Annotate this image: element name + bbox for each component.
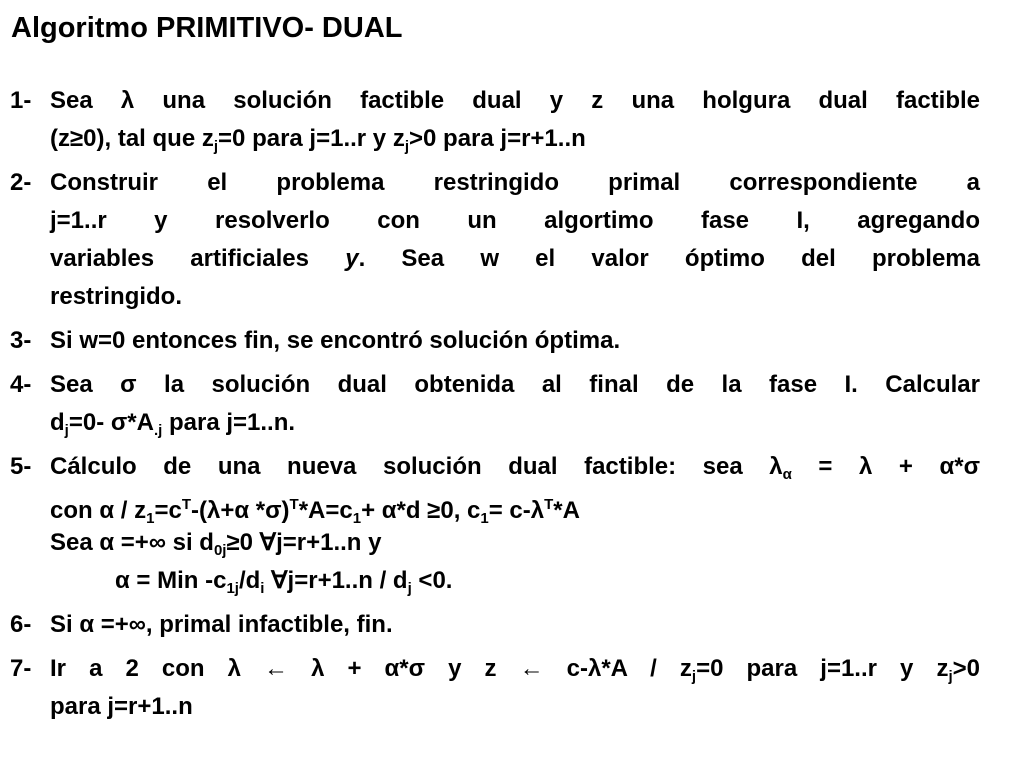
text-part: para j=1..n. [162, 409, 296, 436]
step-1 [10, 82, 980, 158]
text-part: /d [238, 567, 261, 594]
step-7-line-1 [50, 650, 980, 688]
subscript: 1j [226, 580, 239, 597]
text-part: -(λ+α *σ) [190, 497, 290, 524]
text-part: *A=c [298, 497, 353, 524]
subscript: .j [153, 422, 163, 439]
text-part: + α*d ≥0, c [361, 497, 481, 524]
step-number: 1- [10, 87, 32, 114]
text-part: = λ + α*σ [791, 453, 981, 480]
subscript: 0j [213, 542, 227, 559]
text-part: =0- σ*A [68, 409, 154, 436]
text-part: Cálculo de una nueva solución dual factible: sea λ [50, 453, 783, 480]
subscript: j [404, 138, 409, 155]
text-part: variables artificiales [50, 245, 309, 272]
text-part: con α / z [50, 497, 147, 524]
subscript: j [691, 668, 697, 685]
step-number: 4- [10, 371, 32, 398]
algorithm-steps [10, 82, 980, 732]
subscript: 1 [480, 510, 489, 527]
text-part: . Sea w el valor óptimo del problema [358, 245, 980, 272]
step-number: 2- [10, 169, 32, 196]
subscript: j [213, 138, 219, 155]
superscript: T [289, 496, 299, 513]
subscript: j [407, 580, 412, 597]
step-1-line-1: Sea λ una solución factible dual y z una holgura dual factible [50, 87, 980, 114]
subscript: 1 [352, 510, 362, 527]
step-2-line-2: j=1..r y resolverlo con un algortimo fase I, agregando [50, 207, 980, 234]
text-part: =0 para j=1..r y z [218, 125, 405, 152]
step-7-line-2: para j=r+1..n [50, 693, 193, 720]
step-number: 3- [10, 327, 32, 354]
step-5-line-1 [50, 448, 980, 486]
step-4 [10, 366, 980, 442]
text-part: =c [154, 497, 182, 524]
superscript: T [544, 496, 554, 513]
step-7 [10, 650, 980, 726]
step-5-line-4 [50, 562, 980, 600]
text-part: (z≥0), tal que z [50, 125, 214, 152]
superscript: T [181, 496, 191, 513]
step-5-line-2 [50, 486, 980, 527]
step-4-line-2 [50, 404, 980, 442]
step-3-line-1: Si w=0 entonces fin, se encontró solución óptima. [50, 327, 621, 354]
text-part: = c-λ [488, 497, 545, 524]
step-4-line-1: Sea σ la solución dual obtenida al final de la fase I. Calcular [50, 371, 980, 398]
page-title: Algoritmo PRIMITIVO- DUAL [11, 12, 403, 44]
step-2-line-1: Construir el problema restringido primal correspondiente a [50, 169, 980, 196]
step-2-line-3 [50, 240, 980, 278]
text-part: =0 para j=1..r y z [696, 655, 949, 682]
step-5 [10, 448, 980, 600]
text-part: ∀j=r+1..n / d [264, 567, 408, 594]
text-part: >0 para j=r+1..n [409, 125, 586, 152]
subscript: α [782, 466, 792, 483]
text-part: α = Min -c [115, 567, 227, 594]
step-3 [10, 322, 980, 360]
text-part: d [50, 409, 65, 436]
subscript: j [64, 422, 69, 439]
step-2-line-4: restringido. [50, 283, 183, 310]
text-part: >0 [952, 655, 980, 682]
subscript: i [260, 580, 265, 597]
text-part: *A [553, 497, 580, 524]
variable-y: y [345, 245, 359, 272]
text-part: ≥0 ∀j=r+1..n y [226, 529, 382, 556]
text-part: <0. [411, 567, 453, 594]
step-6-line-1: Si α =+∞, primal infactible, fin. [50, 611, 393, 638]
subscript: 1 [146, 510, 155, 527]
step-6 [10, 606, 980, 644]
text-part: Ir a 2 con λ ← λ + α*σ y z ← c-λ*A / z [50, 655, 692, 682]
step-number: 7- [10, 655, 32, 682]
text-part: Sea α =+∞ si d [50, 529, 214, 556]
step-2 [10, 164, 980, 316]
step-number: 6- [10, 611, 32, 638]
step-1-line-2 [50, 120, 980, 158]
subscript: j [948, 668, 953, 685]
step-number: 5- [10, 453, 32, 480]
step-5-line-3 [50, 524, 980, 562]
